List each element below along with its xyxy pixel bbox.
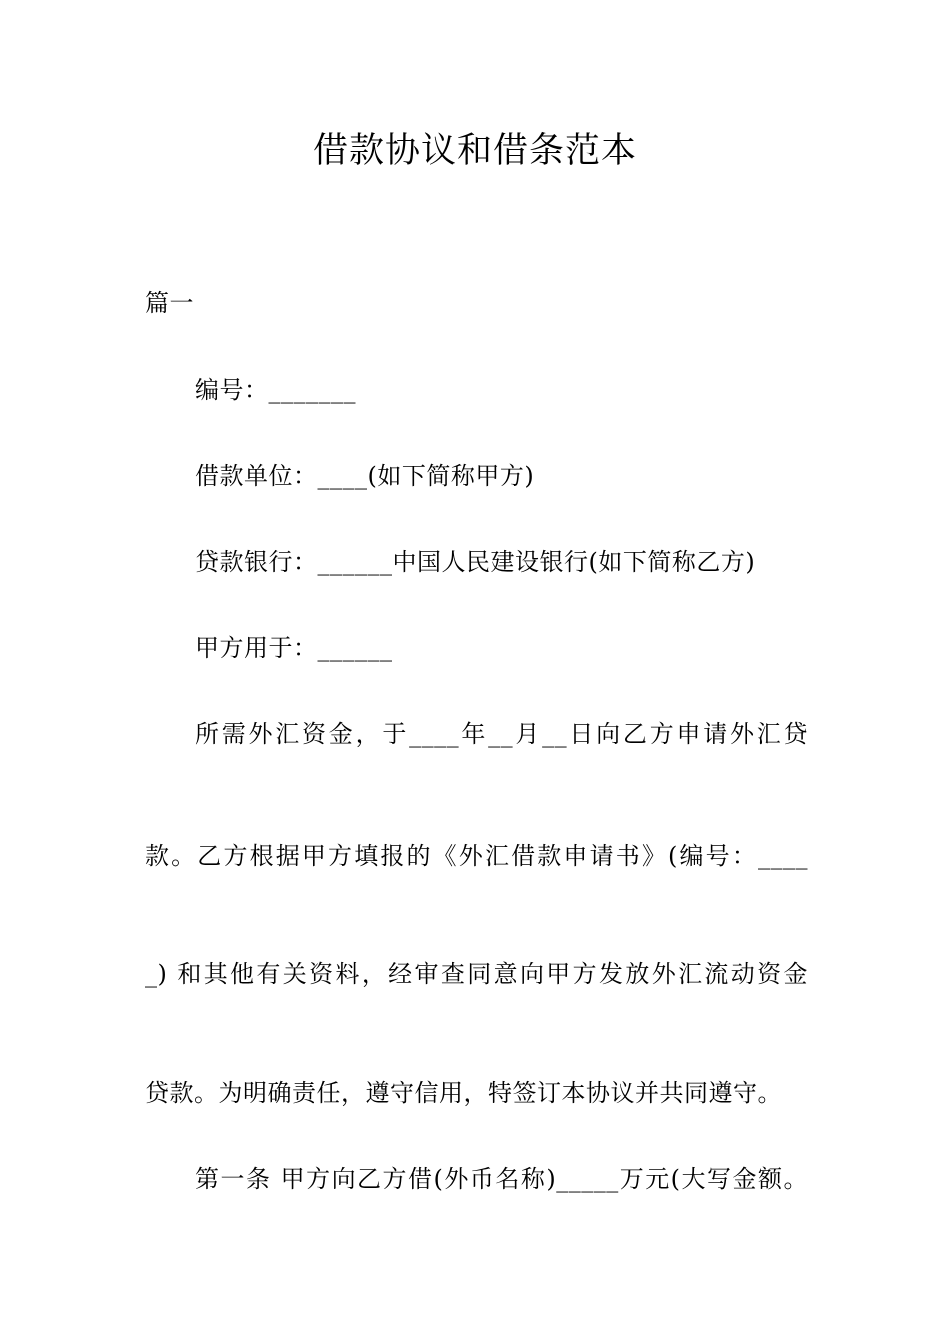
paragraph-line: 所需外汇资金，于____年__月__日向乙方申请外汇贷 <box>195 720 808 748</box>
paragraph-line: 贷款。为明确责任，遵守信用，特签订本协议并共同遵守。 <box>145 1079 782 1107</box>
article-one-line: 第一条 甲方向乙方借(外币名称)_____万元(大写金额。 <box>195 1165 808 1193</box>
field-serial-number: 编号：_______ <box>195 376 356 404</box>
document-title: 借款协议和借条范本 <box>312 131 637 171</box>
field-purpose: 甲方用于：______ <box>195 634 393 662</box>
section-heading: 篇一 <box>145 289 194 317</box>
paragraph-line: _) 和其他有关资料，经审查同意向甲方发放外汇流动资金 <box>145 960 808 988</box>
field-lending-bank: 贷款银行：______中国人民建设银行(如下简称乙方) <box>195 548 756 576</box>
field-borrower: 借款单位：____(如下简称甲方) <box>195 462 535 490</box>
paragraph-line: 款。乙方根据甲方填报的《外汇借款申请书》(编号：____ <box>145 842 808 870</box>
